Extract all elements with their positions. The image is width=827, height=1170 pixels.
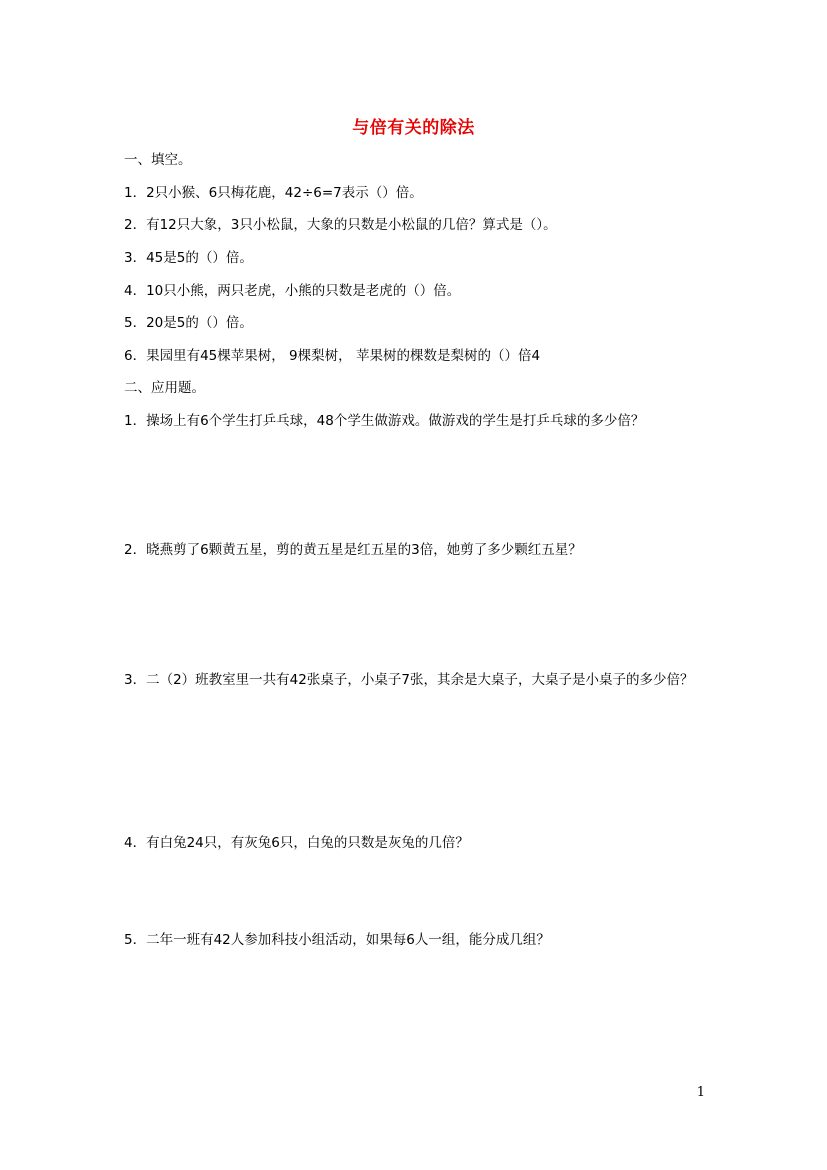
fill-blank-item-2: 2．有12只大象，3只小松鼠，大象的只数是小松鼠的几倍？算式是（）。: [124, 217, 557, 233]
word-problem-item-5: 5．二年一班有42人参加科技小组活动，如果每6人一组，能分成几组？: [124, 932, 550, 948]
section-word-problems-heading: 二、应用题。: [124, 380, 205, 396]
document-title: 与倍有关的除法: [352, 118, 475, 138]
section-fill-blank-heading: 一、填空。: [124, 152, 192, 168]
fill-blank-item-4: 4．10只小熊，两只老虎，小熊的只数是老虎的（）倍。: [124, 283, 461, 299]
page-number: 1: [696, 1085, 705, 1100]
word-problem-item-4: 4．有白兔24只，有灰兔6只，白兔的只数是灰兔的几倍？: [124, 835, 469, 851]
word-problem-item-3: 3．二（2）班教室里一共有42张桌子，小桌子7张，其余是大桌子，大桌子是小桌子的多少倍？: [124, 672, 694, 688]
fill-blank-item-6: 6．果园里有45棵苹果树， 9棵梨树， 苹果树的棵数是梨树的（）倍4: [124, 348, 541, 364]
word-problem-item-1: 1．操场上有6个学生打乒乓球，48个学生做游戏。做游戏的学生是打乒乓球的多少倍？: [124, 413, 645, 429]
fill-blank-item-3: 3．45是5的（）倍。: [124, 250, 253, 266]
word-problem-item-2: 2．晓燕剪了6颗黄五星，剪的黄五星是红五星的3倍，她剪了多少颗红五星？: [124, 542, 582, 558]
fill-blank-item-1: 1．2只小猴、6只梅花鹿，42÷6=7表示（）倍。: [124, 185, 423, 201]
fill-blank-item-5: 5．20是5的（）倍。: [124, 315, 253, 331]
